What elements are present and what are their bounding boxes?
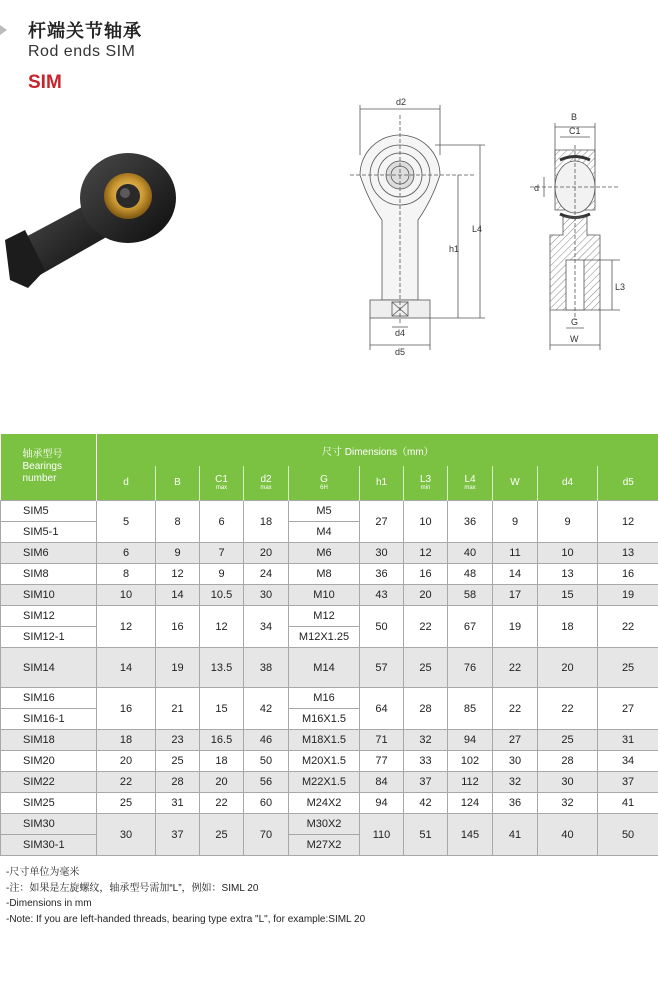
cell-d2: 46 [244,730,289,751]
cell-d4: 25 [538,730,598,751]
column-header-2: C1 max [200,466,244,501]
cell-d5: 12 [598,501,658,543]
cell-W: 41 [493,814,538,856]
cell-d5: 41 [598,793,658,814]
cell-L3: 51 [404,814,448,856]
cell-G: M16 [289,688,360,709]
name-column-header: 轴承型号 Bearings number [1,434,97,501]
cell-L3: 12 [404,543,448,564]
cell-L4: 67 [448,606,493,648]
column-header-3: d2 max [244,466,289,501]
cell-L4: 124 [448,793,493,814]
cell-W: 22 [493,688,538,730]
rod-end-front-drawing [340,95,500,360]
table-row [1,564,658,585]
cell-d2: 34 [244,606,289,648]
cell-h1: 27 [360,501,404,543]
rod-end-photo [0,140,190,300]
cell-B: 28 [156,772,200,793]
cell-L3: 25 [404,648,448,688]
cell-L3: 20 [404,585,448,606]
cell-d: 25 [97,793,156,814]
cell-B: 21 [156,688,200,730]
column-header-4: G 6H [289,466,360,501]
cell-G: M18X1.5 [289,730,360,751]
cell-C1: 6 [200,501,244,543]
table-row [1,585,658,606]
cell-d4: 10 [538,543,598,564]
cell-d5: 19 [598,585,658,606]
column-header-6: L3 min [404,466,448,501]
cell-G: M30X2 [289,814,360,835]
cell-B: 12 [156,564,200,585]
cell-B: 14 [156,585,200,606]
column-header-0: d [97,466,156,501]
cell-W: 36 [493,793,538,814]
column-header-1: B [156,466,200,501]
cell-B: 9 [156,543,200,564]
cell-G: M12 [289,606,360,627]
cell-d2: 50 [244,751,289,772]
cell-G: M12X1.25 [289,627,360,648]
cell-L3: 28 [404,688,448,730]
note-line: -Dimensions in mm [6,898,92,909]
cell-L4: 102 [448,751,493,772]
label-C1: C1 [569,126,581,136]
column-header-5: h1 [360,466,404,501]
cell-G: M22X1.5 [289,772,360,793]
table-row [1,648,658,688]
cell-G: M24X2 [289,793,360,814]
cell-C1: 20 [200,772,244,793]
cell-G: M14 [289,648,360,688]
cell-C1: 18 [200,751,244,772]
table-row [1,730,658,751]
note-line: -注：如果是左旋螺纹，轴承型号需加“L”，例如：SIML 20 [6,882,259,894]
cell-B: 31 [156,793,200,814]
label-h1: h1 [449,244,460,254]
cell-d: 6 [97,543,156,564]
cell-G: M5 [289,501,360,522]
cell-h1: 57 [360,648,404,688]
cell-W: 27 [493,730,538,751]
cell-B: 8 [156,501,200,543]
cell-h1: 71 [360,730,404,751]
cell-G: M10 [289,585,360,606]
cell-h1: 43 [360,585,404,606]
cell-L3: 10 [404,501,448,543]
cell-G: M8 [289,564,360,585]
cell-L4: 76 [448,648,493,688]
cell-L3: 42 [404,793,448,814]
table-row [1,543,658,564]
label-B: B [571,112,578,122]
cell-d: 8 [97,564,156,585]
cell-d2: 18 [244,501,289,543]
table-row [1,606,658,627]
note-line: -Note: If you are left-handed threads, bearing type extra "L", for example:SIML 20 [6,913,366,925]
cell-C1: 7 [200,543,244,564]
cell-W: 19 [493,606,538,648]
cell-h1: 94 [360,793,404,814]
cell-d: 20 [97,751,156,772]
cell-d5: 22 [598,606,658,648]
title-english: Rod ends SIM [28,43,136,60]
cell-d5: 50 [598,814,658,856]
cell-G: M27X2 [289,835,360,856]
cell-B: 23 [156,730,200,751]
cell-B: 19 [156,648,200,688]
bearing-number-cell: SIM30 [1,814,97,835]
cell-G: M20X1.5 [289,751,360,772]
label-W: W [570,334,579,344]
column-header-8: W [493,466,538,501]
bearing-number-cell: SIM6 [1,543,97,564]
cell-h1: 30 [360,543,404,564]
cell-h1: 110 [360,814,404,856]
cell-W: 9 [493,501,538,543]
dimensions-table [0,434,658,856]
cell-L3: 32 [404,730,448,751]
table-row [1,688,658,709]
dimensions-group-header: 尺寸 Dimensions（mm） [97,434,658,466]
cell-C1: 9 [200,564,244,585]
cell-L3: 37 [404,772,448,793]
label-d4: d4 [395,328,406,338]
table-row [1,501,658,522]
cell-C1: 10.5 [200,585,244,606]
cell-W: 14 [493,564,538,585]
column-header-9: d4 [538,466,598,501]
cell-d2: 42 [244,688,289,730]
cell-d: 12 [97,606,156,648]
cell-C1: 12 [200,606,244,648]
cell-d2: 38 [244,648,289,688]
cell-d: 16 [97,688,156,730]
bearing-number-cell: SIM16-1 [1,709,97,730]
cell-d2: 20 [244,543,289,564]
bearing-number-cell: SIM5-1 [1,522,97,543]
label-L3: L3 [615,282,626,292]
cell-L4: 85 [448,688,493,730]
bearing-number-cell: SIM5 [1,501,97,522]
label-d2: d2 [396,97,407,107]
cell-d2: 30 [244,585,289,606]
cell-L4: 48 [448,564,493,585]
bearing-number-cell: SIM12-1 [1,627,97,648]
column-header-10: d5 [598,466,658,501]
cell-W: 22 [493,648,538,688]
cell-W: 17 [493,585,538,606]
bearing-number-cell: SIM16 [1,688,97,709]
cell-B: 37 [156,814,200,856]
cell-W: 30 [493,751,538,772]
cell-W: 32 [493,772,538,793]
bearing-number-cell: SIM25 [1,793,97,814]
cell-d4: 28 [538,751,598,772]
label-L4: L4 [472,224,483,234]
column-header-7: L4 max [448,466,493,501]
bearing-number-cell: SIM20 [1,751,97,772]
table-row [1,751,658,772]
cell-d5: 25 [598,648,658,688]
cell-h1: 50 [360,606,404,648]
label-d5: d5 [395,347,406,357]
bearing-number-cell: SIM18 [1,730,97,751]
rod-end-side-drawing [520,105,640,360]
cell-G: M16X1.5 [289,709,360,730]
cell-B: 16 [156,606,200,648]
cell-h1: 36 [360,564,404,585]
cell-C1: 25 [200,814,244,856]
bearing-number-cell: SIM22 [1,772,97,793]
cell-d5: 31 [598,730,658,751]
cell-d: 10 [97,585,156,606]
cell-L3: 22 [404,606,448,648]
label-G: G [571,317,579,327]
cell-L4: 40 [448,543,493,564]
cell-h1: 64 [360,688,404,730]
notes [6,865,365,927]
cell-d4: 18 [538,606,598,648]
title-chinese: 杆端关节轴承 [28,21,142,41]
cell-h1: 84 [360,772,404,793]
cell-G: M4 [289,522,360,543]
cell-d5: 34 [598,751,658,772]
cell-L4: 145 [448,814,493,856]
cell-L4: 112 [448,772,493,793]
cell-d4: 32 [538,793,598,814]
model-label: SIM [28,72,62,93]
cell-d4: 13 [538,564,598,585]
table-row [1,793,658,814]
cell-d: 18 [97,730,156,751]
cell-d2: 70 [244,814,289,856]
cell-d2: 24 [244,564,289,585]
cell-d4: 9 [538,501,598,543]
table-row [1,772,658,793]
cell-d5: 37 [598,772,658,793]
bearing-number-cell: SIM10 [1,585,97,606]
cell-d4: 15 [538,585,598,606]
cell-C1: 16.5 [200,730,244,751]
cell-G: M6 [289,543,360,564]
cell-d: 22 [97,772,156,793]
label-d: d [534,183,540,193]
cell-L4: 58 [448,585,493,606]
cell-d: 30 [97,814,156,856]
header-arrow-icon [0,25,7,35]
cell-C1: 13.5 [200,648,244,688]
bearing-number-cell: SIM12 [1,606,97,627]
cell-d5: 16 [598,564,658,585]
cell-C1: 15 [200,688,244,730]
cell-d2: 60 [244,793,289,814]
cell-h1: 77 [360,751,404,772]
bearing-number-cell: SIM8 [1,564,97,585]
cell-d4: 30 [538,772,598,793]
cell-d4: 40 [538,814,598,856]
cell-d4: 22 [538,688,598,730]
cell-d2: 56 [244,772,289,793]
cell-L4: 36 [448,501,493,543]
cell-W: 11 [493,543,538,564]
bearing-number-cell: SIM14 [1,648,97,688]
table-row [1,814,658,835]
cell-L4: 94 [448,730,493,751]
cell-L3: 16 [404,564,448,585]
note-line: -尺寸单位为毫米 [6,867,80,878]
cell-d4: 20 [538,648,598,688]
cell-d5: 27 [598,688,658,730]
cell-d: 5 [97,501,156,543]
cell-d: 14 [97,648,156,688]
cell-L3: 33 [404,751,448,772]
cell-B: 25 [156,751,200,772]
bearing-number-cell: SIM30-1 [1,835,97,856]
cell-C1: 22 [200,793,244,814]
cell-d5: 13 [598,543,658,564]
